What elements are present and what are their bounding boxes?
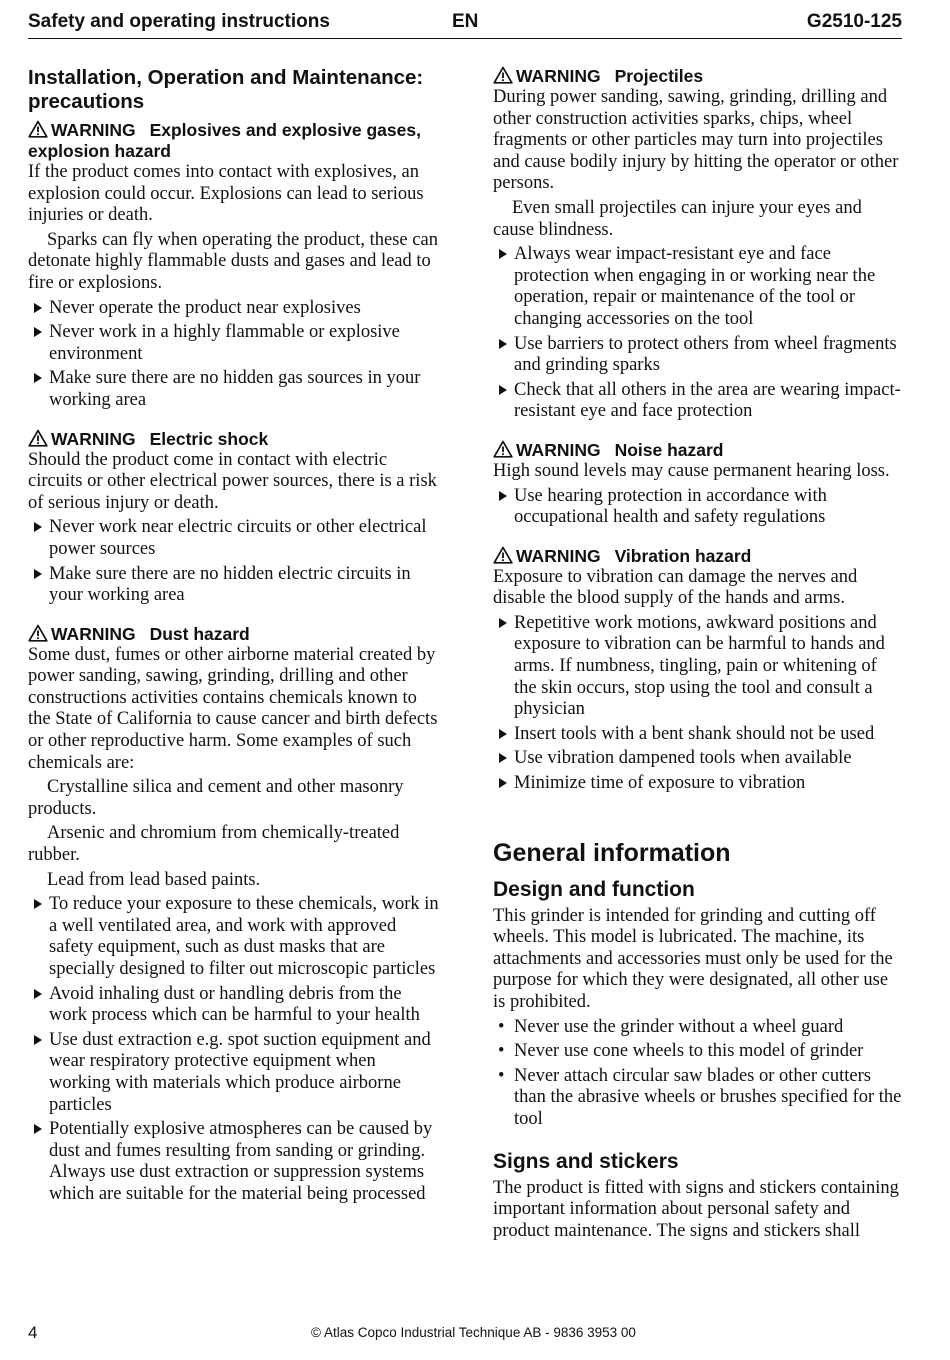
warning-heading xyxy=(493,440,903,461)
step-item: Use hearing protection in accordance with occupational health and safety regulations xyxy=(493,486,903,529)
warning-triangle-icon xyxy=(28,624,48,642)
bullet-dot-icon: • xyxy=(498,1016,505,1037)
arrow-marker-icon xyxy=(34,989,42,999)
section-title: Installation, Operation and Maintenance: precautions xyxy=(28,66,424,113)
signs-stickers-heading: Signs and stickers xyxy=(493,1149,679,1173)
arrow-marker-icon xyxy=(34,1124,42,1134)
warning-title: Electric shock xyxy=(149,428,269,449)
warning-title: Projectiles xyxy=(614,66,704,86)
arrow-marker-icon xyxy=(499,339,507,349)
arrow-marker-icon xyxy=(499,753,507,763)
arrow-marker-icon xyxy=(499,385,507,395)
step-item: Use dust extraction e.g. spot suction equipment and wear respiratory protective equipment when working with materials which produce airborne particles xyxy=(28,1030,440,1116)
bullet-item: • Never attach circular saw blades or other cutters than the abrasive wheels or brushes specified for the tool xyxy=(498,1065,902,1129)
step-item: Avoid inhaling dust or handling debris from the work process which can be harmful to your health xyxy=(28,984,440,1027)
header-section-title: Safety and operating instructions xyxy=(28,11,330,32)
right-column xyxy=(493,66,903,1245)
warning-word: WARNING xyxy=(516,66,601,86)
warning-triangle-icon xyxy=(493,546,513,564)
warning-heading xyxy=(28,624,440,645)
step-item: Insert tools with a bent shank should not be used xyxy=(493,724,903,746)
warning-word: WARNING xyxy=(51,623,136,644)
step-item: Never work in a highly flammable or explosive environment xyxy=(28,322,440,365)
general-information-heading: General information xyxy=(493,838,731,867)
warning-word: WARNING xyxy=(51,120,136,140)
step-item: Never operate the product near explosives xyxy=(28,298,440,320)
body-paragraph: Lead from lead based paints. xyxy=(47,869,261,890)
page-number: 4 xyxy=(28,1323,38,1342)
body-paragraph: Sparks can fly when operating the product, these can detonate highly flammable dusts and gases and lead to fire or explosions. xyxy=(28,229,438,293)
step-item: Make sure there are no hidden gas sources in your working area xyxy=(28,368,440,411)
page-header xyxy=(28,8,902,39)
step-item: Never work near electric circuits or other electrical power sources xyxy=(28,517,440,560)
warning-noise-hazard xyxy=(493,440,903,529)
bullet-dot-icon: • xyxy=(498,1041,505,1062)
body-paragraph: Arsenic and chromium from chemically-treated rubber. xyxy=(28,823,400,866)
left-column xyxy=(28,66,440,1209)
warning-triangle-icon xyxy=(28,429,48,447)
header-language: EN xyxy=(452,11,479,32)
body-paragraph: This grinder is intended for grinding and cutting off wheels. This model is lubricated. The machine, its attachments and accessories must only be used for the purpose for which they were designated, all other use is prohibited. xyxy=(493,905,893,1012)
arrow-marker-icon xyxy=(34,1035,42,1045)
arrow-marker-icon xyxy=(499,491,507,501)
step-item: Repetitive work motions, awkward positions and exposure to vibration can be harmful to hands and arms. If numbness, tingling, pain or whitening of the skin occurs, stop using the tool and consult a physician xyxy=(493,613,903,721)
arrow-marker-icon xyxy=(499,249,507,259)
arrow-marker-icon xyxy=(499,729,507,739)
warning-title: Noise hazard xyxy=(614,439,724,460)
body-paragraph: Crystalline silica and cement and other masonry products. xyxy=(28,777,404,819)
arrow-marker-icon xyxy=(34,303,42,313)
arrow-marker-icon xyxy=(499,778,507,788)
body-paragraph: Some dust, fumes or other airborne material created by power sanding, sawing, grinding, drilling and other constructions activities contains chemicals known to the State of California to cause cancer and birth defects or other reproductive harm. Some examples of such chemicals are: xyxy=(28,644,438,773)
warning-heading xyxy=(493,66,903,87)
warning-triangle-icon xyxy=(493,66,513,84)
warning-heading xyxy=(493,546,903,567)
warning-triangle-icon xyxy=(493,440,513,458)
header-model-number: G2510-125 xyxy=(806,11,902,32)
bullet-item: • Never use the grinder without a wheel guard xyxy=(498,1016,844,1037)
body-paragraph: The product is fitted with signs and stickers containing important information about personal safety and product maintenance. The signs and stickers shall xyxy=(493,1177,899,1241)
step-item: Always wear impact-resistant eye and face protection when engaging in or working near the operation, repair or maintenance of the tool or changing accessories on the tool xyxy=(493,244,903,330)
warning-explosives xyxy=(28,120,440,412)
body-paragraph: High sound levels may cause permanent hearing loss. xyxy=(493,460,890,481)
arrow-marker-icon xyxy=(499,618,507,628)
arrow-marker-icon xyxy=(34,569,42,579)
body-paragraph: Even small projectiles can injure your eyes and cause blindness. xyxy=(493,197,862,240)
arrow-marker-icon xyxy=(34,899,42,909)
warning-triangle-icon xyxy=(28,120,48,138)
step-item: Use vibration dampened tools when available xyxy=(493,748,903,770)
copyright-notice: © Atlas Copco Industrial Technique AB - 9836 3953 00 xyxy=(311,1325,636,1340)
body-paragraph: Should the product come in contact with electric circuits or other electrical power sources, there is a risk of serious injury or death. xyxy=(28,449,437,513)
design-function-heading: Design and function xyxy=(493,877,695,901)
page-footer xyxy=(28,1323,902,1343)
arrow-marker-icon xyxy=(34,327,42,337)
warning-title: Explosives and explosive gases, explosion hazard xyxy=(28,120,421,161)
warning-word: WARNING xyxy=(516,439,601,460)
body-paragraph: If the product comes into contact with explosives, an explosion could occur. Explosions can lead to serious injuries or death. xyxy=(28,162,424,226)
warning-word: WARNING xyxy=(51,428,136,449)
step-item: Minimize time of exposure to vibration xyxy=(493,773,903,795)
warning-title: Vibration hazard xyxy=(614,545,752,566)
warning-heading xyxy=(28,120,440,162)
step-item: To reduce your exposure to these chemicals, work in a well ventilated area, and work with approved safety equipment, such as dust masks that are specially designed to filter out microscopic particles xyxy=(28,894,440,980)
step-item: Make sure there are no hidden electric circuits in your working area xyxy=(28,564,440,607)
step-item: Check that all others in the area are wearing impact-resistant eye and face protection xyxy=(493,380,903,423)
arrow-marker-icon xyxy=(34,522,42,532)
warning-vibration-hazard xyxy=(493,546,903,795)
bullet-item: • Never use cone wheels to this model of grinder xyxy=(498,1041,864,1062)
warning-heading xyxy=(28,429,440,450)
body-paragraph: During power sanding, sawing, grinding, drilling and other construction activities sparks, chips, wheel fragments or other particles may turn into projectiles and cause bodily injury by hitting the operator or other persons. xyxy=(493,87,899,194)
bullet-dot-icon: • xyxy=(498,1065,505,1086)
warning-dust-hazard xyxy=(28,624,440,1206)
step-item: Potentially explosive atmospheres can be caused by dust and fumes resulting from sanding or grinding. Always use dust extraction or suppression systems which are suitable for the material being processed xyxy=(28,1119,440,1205)
body-paragraph: Exposure to vibration can damage the nerves and disable the blood supply of the hands and arms. xyxy=(493,566,858,609)
warning-word: WARNING xyxy=(516,545,601,566)
warning-electric-shock xyxy=(28,429,440,607)
warning-title: Dust hazard xyxy=(149,623,250,644)
step-item: Use barriers to protect others from wheel fragments and grinding sparks xyxy=(493,334,903,377)
arrow-marker-icon xyxy=(34,373,42,383)
warning-projectiles xyxy=(493,66,903,423)
